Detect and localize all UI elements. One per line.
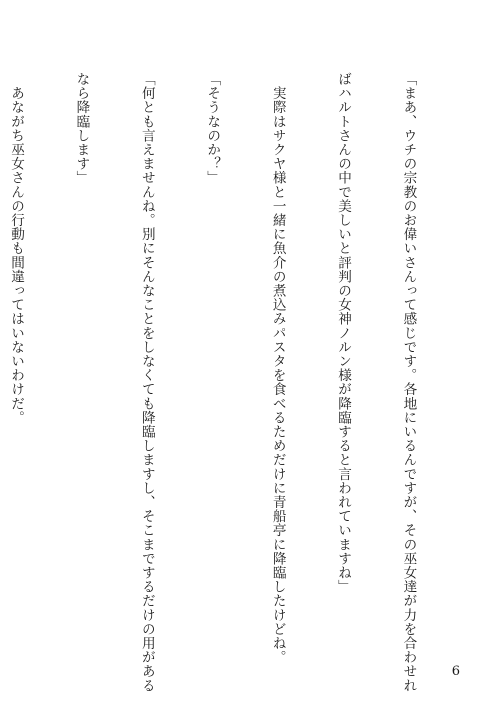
page-number: 6 [451,664,460,679]
vertical-text-block [8,72,462,693]
text-line: ばハルトさんの中で美しいと評判の女神ノルン様が降臨すると言われていますね」 [335,72,352,594]
text-line: 実際はサクヤ様と一緒に魚介の煮込みパスタを食べるためだけに青船亭に降臨したけどね。 [269,72,286,665]
text-line: なら降臨します」 [73,72,90,185]
text-line: 「そうなのか？」 [204,72,221,185]
text-line: 「何とも言えませんね。別にそんなことをしなくても降臨しますし、そこまでするだけの用がある [138,72,155,693]
text-line: あながち巫女さんの行動も間違ってはいないわけだ。 [8,72,25,425]
text-line: 「まあ、ウチの宗教のお偉いさんって感じです。各地にいるんですが、その巫女達が力を合わせれ [400,72,417,693]
